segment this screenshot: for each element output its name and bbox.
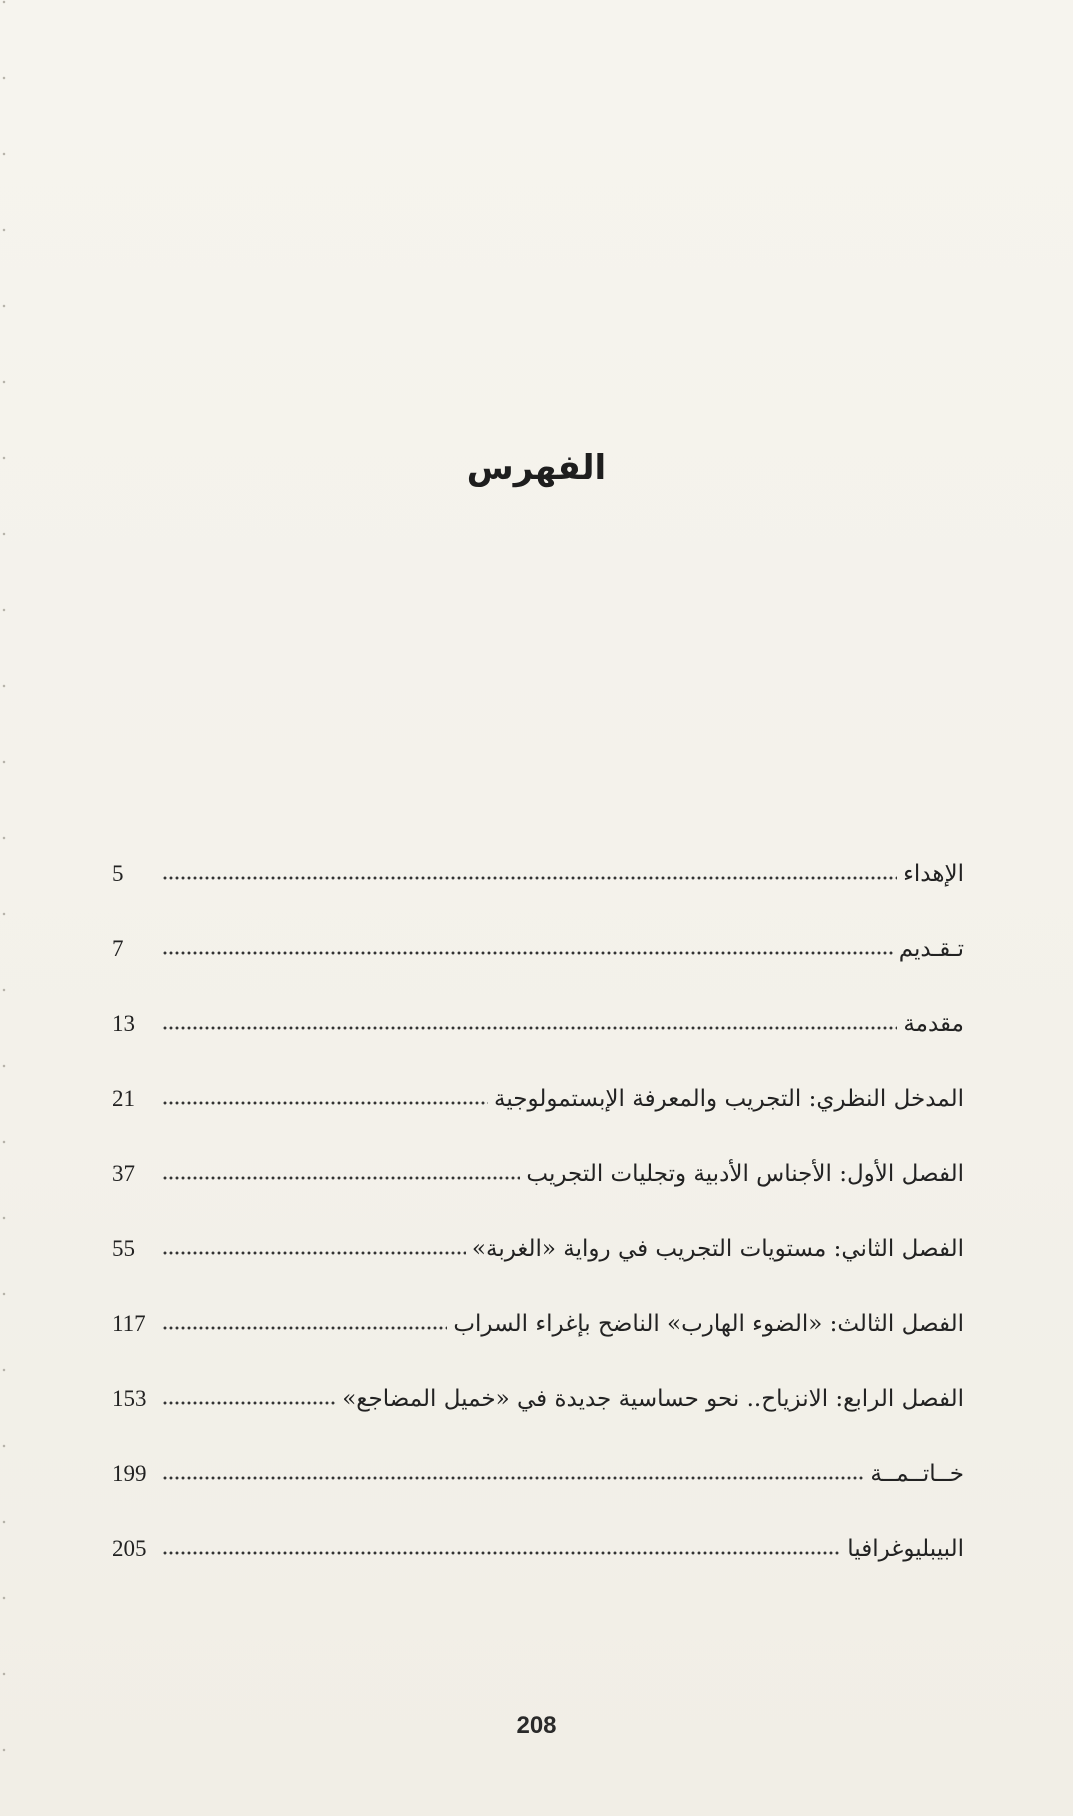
dot-leader xyxy=(162,1458,864,1483)
table-of-contents xyxy=(112,856,964,1606)
toc-entry-chapter-1 xyxy=(112,1156,964,1231)
page-edge-binding-dots xyxy=(0,0,6,1816)
toc-entry-label: الفصل الثالث: «الضوء الهارب» الناضح بإغراء السراب xyxy=(453,1311,964,1338)
dot-leader xyxy=(162,1083,488,1108)
toc-entry-theoretical-entry xyxy=(112,1081,964,1156)
toc-entry-label: الفصل الأول: الأجناس الأدبية وتجليات التجريب xyxy=(526,1161,964,1188)
toc-entry-page: 55 xyxy=(112,1236,135,1262)
toc-entry-chapter-2 xyxy=(112,1231,964,1306)
page-number: 208 xyxy=(516,1712,557,1739)
toc-entry-label: البيبليوغرافيا xyxy=(847,1536,964,1563)
dot-leader xyxy=(162,933,893,958)
toc-entry-label: الفصل الثاني: مستويات التجريب في رواية «الغربة» xyxy=(471,1236,964,1263)
toc-entry-page: 13 xyxy=(112,1011,135,1037)
toc-entry-label: خــاتــمــة xyxy=(870,1461,964,1488)
dot-leader xyxy=(162,858,897,883)
toc-entry-dedication xyxy=(112,856,964,931)
dot-leader xyxy=(162,1308,447,1333)
dot-leader xyxy=(162,1383,336,1408)
toc-entry-label: الفصل الرابع: الانزياح.. نحو حساسية جديدة في «خميل المضاجع» xyxy=(342,1386,964,1413)
toc-entry-foreword xyxy=(112,931,964,1006)
toc-entry-label: مقدمة xyxy=(903,1011,964,1038)
toc-entry-page: 205 xyxy=(112,1536,147,1562)
dot-leader xyxy=(162,1233,466,1258)
toc-entry-conclusion xyxy=(112,1456,964,1531)
toc-entry-label: الإهداء xyxy=(903,861,964,888)
toc-entry-bibliography xyxy=(112,1531,964,1606)
toc-entry-page: 153 xyxy=(112,1386,147,1412)
toc-entry-label: المدخل النظري: التجريب والمعرفة الإبستمولوجية xyxy=(494,1086,964,1113)
toc-entry-page: 5 xyxy=(112,861,124,887)
toc-entry-page: 37 xyxy=(112,1161,135,1187)
toc-entry-chapter-4 xyxy=(112,1381,964,1456)
toc-entry-introduction xyxy=(112,1006,964,1081)
dot-leader xyxy=(162,1008,897,1033)
page-title: الفهرس xyxy=(466,448,607,488)
dot-leader xyxy=(162,1158,520,1183)
toc-entry-page: 117 xyxy=(112,1311,146,1337)
toc-entry-page: 21 xyxy=(112,1086,135,1112)
toc-entry-page: 199 xyxy=(112,1461,147,1487)
toc-entry-chapter-3 xyxy=(112,1306,964,1381)
toc-entry-label: تـقـديم xyxy=(898,936,964,963)
toc-entry-page: 7 xyxy=(112,936,124,962)
dot-leader xyxy=(162,1533,841,1558)
